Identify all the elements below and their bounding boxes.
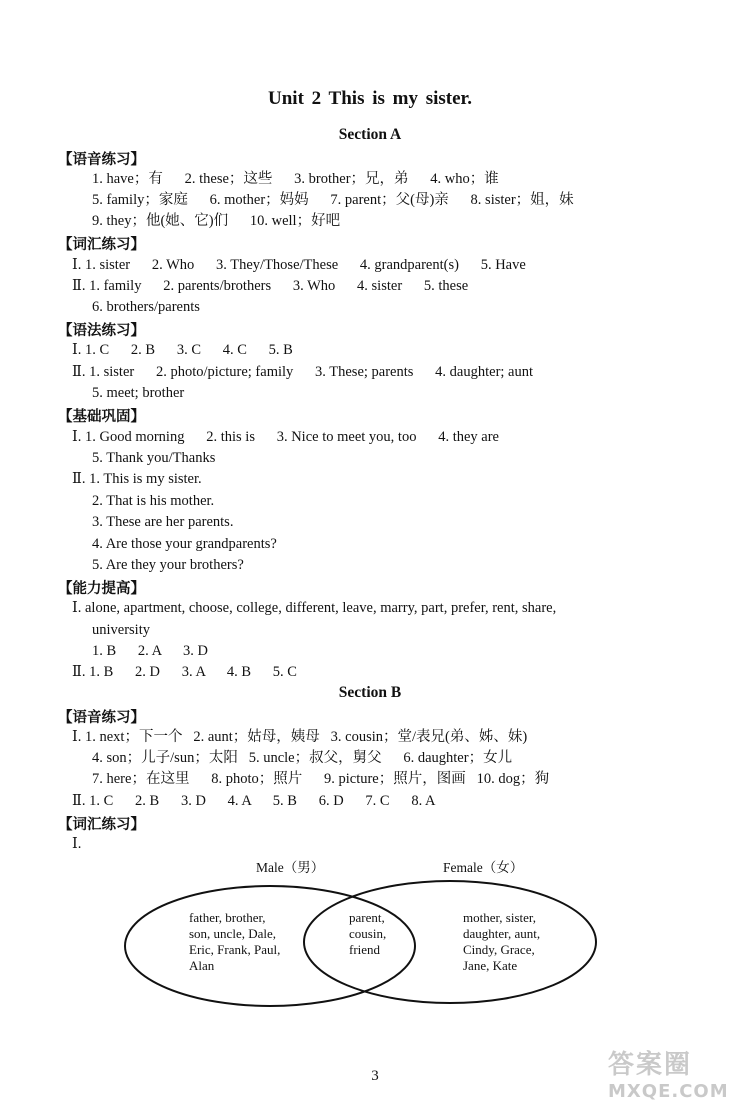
- watermark-top: 答案圈: [608, 1050, 693, 1080]
- venn-both: [349, 910, 386, 958]
- text-line: 6. brothers/parents: [92, 299, 200, 315]
- text-line: Ⅰ. 1. sister 2. Who 3. They/Those/These 4. grandparent(s) 5. Have: [72, 257, 526, 273]
- text-line: Ⅱ. 1. sister 2. photo/picture; family 3. These; parents 4. daughter; aunt: [72, 364, 534, 380]
- female-ellipse: [304, 881, 596, 1003]
- section-b-pronunciation-heading: 【语音练习】: [58, 710, 145, 726]
- text-line: 1. B 2. A 3. D: [92, 643, 209, 659]
- text-line: Ⅱ. 1. family 2. parents/brothers 3. Who 4. sister 5. these: [72, 278, 469, 294]
- venn-female-label: Female（女）: [443, 860, 524, 875]
- page-number: 3: [371, 1068, 379, 1084]
- text-line: 1. have；有 2. these；这些 3. brother；兄，弟 4. who；谁: [92, 171, 499, 187]
- section-a-title: Section A: [338, 126, 402, 143]
- venn-male-label: Male（男）: [256, 860, 325, 875]
- venn-word: mother, sister,: [463, 910, 536, 925]
- venn-word: parent,: [349, 910, 385, 925]
- text-line: 5. Are they your brothers?: [92, 557, 244, 573]
- text-line: Ⅰ. 1. Good morning 2. this is 3. Nice to meet you, too 4. they are: [72, 429, 499, 445]
- text-line: 5. meet; brother: [92, 385, 185, 401]
- text-line: Ⅰ. 1. C 2. B 3. C 4. C 5. B: [72, 342, 293, 358]
- section-a-grammar-heading: 【语法练习】: [58, 323, 145, 339]
- text-line: university: [92, 622, 150, 638]
- venn-word: cousin,: [349, 926, 387, 941]
- venn-word: son, uncle, Dale,: [189, 926, 277, 941]
- section-a-pronunciation-heading: 【语音练习】: [58, 152, 145, 168]
- venn-word: Jane, Kate: [463, 958, 518, 973]
- section-b-vocabulary-heading: 【词汇练习】: [58, 817, 145, 833]
- text-line: 9. they；他(她、它)们 10. well；好吧: [92, 213, 341, 229]
- text-line: 4. son；儿子/sun；太阳 5. uncle；叔父，舅父 6. daughter；女儿: [92, 750, 513, 766]
- text-line: Ⅰ. alone, apartment, choose, college, different, leave, marry, part, prefer, rent, share,: [72, 600, 557, 616]
- section-b-title: Section B: [338, 684, 402, 701]
- venn-word: Alan: [189, 958, 215, 973]
- venn-male-only: [189, 910, 280, 974]
- watermark-bottom: MXQE.COM: [608, 1081, 729, 1102]
- venn-word: Cindy, Grace,: [463, 942, 535, 957]
- text-line: 5. family；家庭 6. mother；妈妈 7. parent；父(母)亲 8. sister；姐，妹: [92, 192, 574, 208]
- text-line: Ⅱ. 1. This is my sister.: [72, 471, 202, 487]
- venn-word: friend: [349, 942, 381, 957]
- section-a-ability-heading: 【能力提高】: [58, 581, 145, 597]
- venn-word: father, brother,: [189, 910, 266, 925]
- section-a-vocabulary-heading: 【词汇练习】: [58, 237, 145, 253]
- text-line: 3. These are her parents.: [92, 514, 234, 530]
- venn-female-only: [463, 910, 540, 974]
- text-line: 5. Thank you/Thanks: [92, 450, 216, 466]
- text-line: 7. here；在这里 8. photo；照片 9. picture；照片，图画 10. dog；狗: [92, 771, 550, 787]
- text-line: Ⅰ. 1. next；下一个 2. aunt；姑母，姨母 3. cousin；堂/表兄(弟、姊、妹): [72, 729, 528, 745]
- venn-word: daughter, aunt,: [463, 926, 541, 941]
- watermark-logo: [608, 1044, 738, 1104]
- venn-word: Eric, Frank, Paul,: [189, 942, 281, 957]
- section-a-foundation-heading: 【基础巩固】: [58, 409, 145, 425]
- text-line: 4. Are those your grandparents?: [92, 536, 277, 552]
- part-marker: Ⅰ.: [72, 836, 82, 852]
- text-line: Ⅱ. 1. B 2. D 3. A 4. B 5. C: [72, 664, 297, 680]
- unit-title: Unit 2 This is my sister.: [268, 88, 472, 109]
- text-line: 2. That is his mother.: [92, 493, 215, 509]
- text-line: Ⅱ. 1. C 2. B 3. D 4. A 5. B 6. D 7. C 8. A: [72, 793, 436, 809]
